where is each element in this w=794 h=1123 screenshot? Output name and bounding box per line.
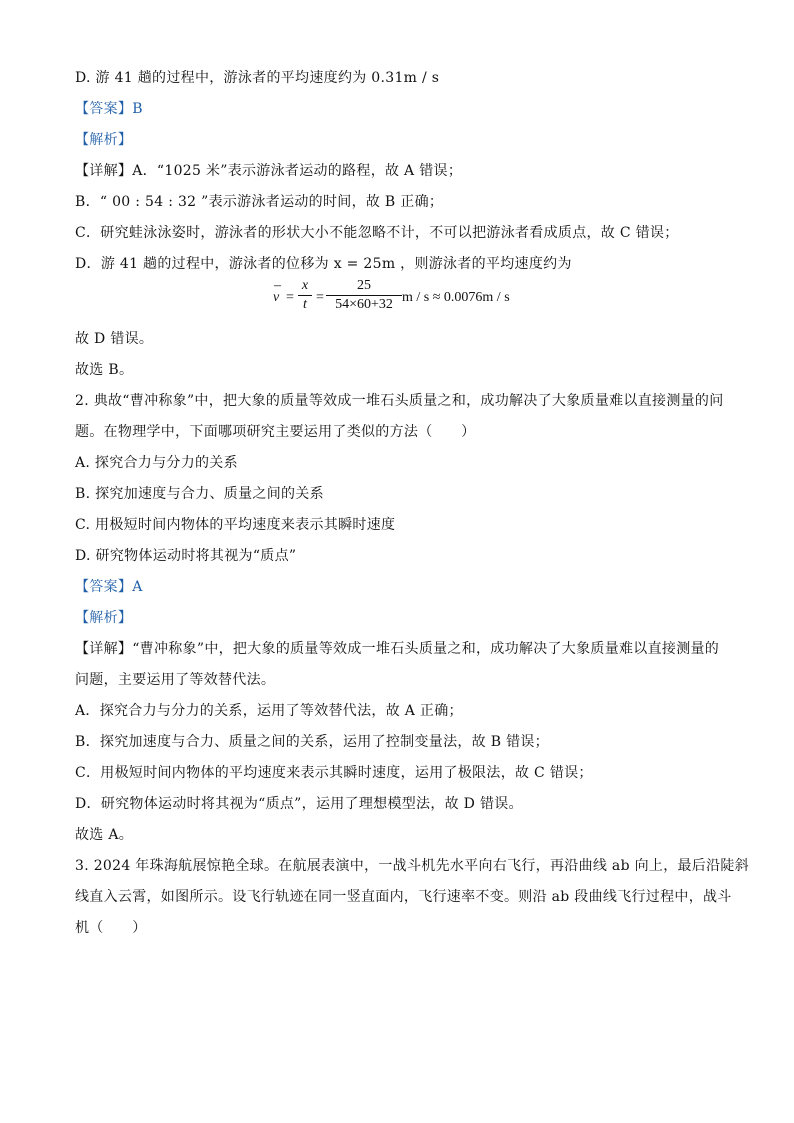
- formula-result: m / s ≈ 0.0076m / s: [402, 290, 510, 305]
- question-3-line1: 3. 2024 年珠海航展惊艳全球。在航展表演中，一战斗机先水平向右飞行，再沿曲线 ab 向上，最后沿陡斜: [75, 858, 749, 874]
- question-3-line3: 机（ ）: [75, 920, 147, 936]
- detail-c-q2: C．用极短时间内物体的平均速度来表示其瞬时速度，运用了极限法，故 C 错误；: [75, 765, 593, 781]
- fraction-x-t: [298, 278, 312, 313]
- question-3-line2: 线直入云霄，如图所示。设飞行轨迹在同一竖直面内，飞行速率不变。则沿 ab 段曲线飞行过程中，战斗: [75, 889, 732, 905]
- analysis-label-q2: 【解析】: [75, 610, 133, 626]
- detail-b-q2: B．探究加速度与合力、质量之间的关系，运用了控制变量法，故 B 错误；: [75, 734, 549, 750]
- answer-label-q1: 【答案】B: [75, 101, 143, 117]
- option-b-q2: B. 探究加速度与合力、质量之间的关系: [75, 486, 324, 502]
- formula-v: v: [273, 290, 280, 305]
- detail-b-q1: B．“ 00 : 54 : 32 ”表示游泳者运动的时间，故 B 正确；: [75, 194, 444, 210]
- choose-q1: 故选 B。: [75, 362, 134, 378]
- fraction-x: x: [301, 278, 309, 293]
- fraction-denominator: 54×60+32: [335, 297, 393, 312]
- conclusion-d-q1: 故 D 错误。: [75, 331, 154, 347]
- detail-q2-line1: 【详解】“曹冲称象”中，把大象的质量等效成一堆石头质量之和，成功解决了大象质量难以直接测量的: [75, 641, 720, 657]
- detail-d-q2: D．研究物体运动时将其视为“质点”，运用了理想模型法，故 D 错误。: [75, 796, 523, 812]
- formula-eq1: =: [286, 290, 294, 305]
- detail-a-q1: 【详解】A．“1025 米”表示游泳者运动的路程，故 A 错误；: [75, 163, 463, 179]
- detail-a-q2: A．探究合力与分力的关系，运用了等效替代法，故 A 正确；: [75, 703, 463, 719]
- formula-bar: –: [274, 278, 281, 293]
- detail-c-q1: C．研究蛙泳泳姿时，游泳者的形状大小不能忽略不计，不可以把游泳者看成质点，故 C 错误；: [75, 225, 679, 241]
- fraction-t: t: [303, 297, 307, 312]
- option-d-q1: D. 游 41 趟的过程中，游泳者的平均速度约为 0.31m / s: [75, 70, 440, 86]
- fraction-numeric: [326, 278, 402, 313]
- answer-label-q2: 【答案】A: [75, 579, 143, 595]
- question-2-line2: 题。在物理学中，下面哪项研究主要运用了类似的方法（ ）: [75, 424, 476, 440]
- question-2-line1: 2. 典故“曹冲称象”中，把大象的质量等效成一堆石头质量之和，成功解决了大象质量难以直接测量的问: [75, 393, 724, 409]
- fraction-numerator: 25: [357, 278, 371, 293]
- detail-q2-line2: 问题，主要运用了等效替代法。: [75, 672, 276, 688]
- choose-q2: 故选 A。: [75, 827, 134, 843]
- option-d-q2: D. 研究物体运动时将其视为“质点”: [75, 548, 297, 564]
- detail-d-q1: D．游 41 趟的过程中，游泳者的位移为 x = 25m ，则游泳者的平均速度约为: [75, 256, 572, 272]
- option-c-q2: C. 用极短时间内物体的平均速度来表示其瞬时速度: [75, 517, 396, 533]
- formula-eq2: =: [316, 290, 324, 305]
- option-a-q2: A. 探究合力与分力的关系: [75, 455, 238, 471]
- analysis-label-q1: 【解析】: [75, 132, 133, 148]
